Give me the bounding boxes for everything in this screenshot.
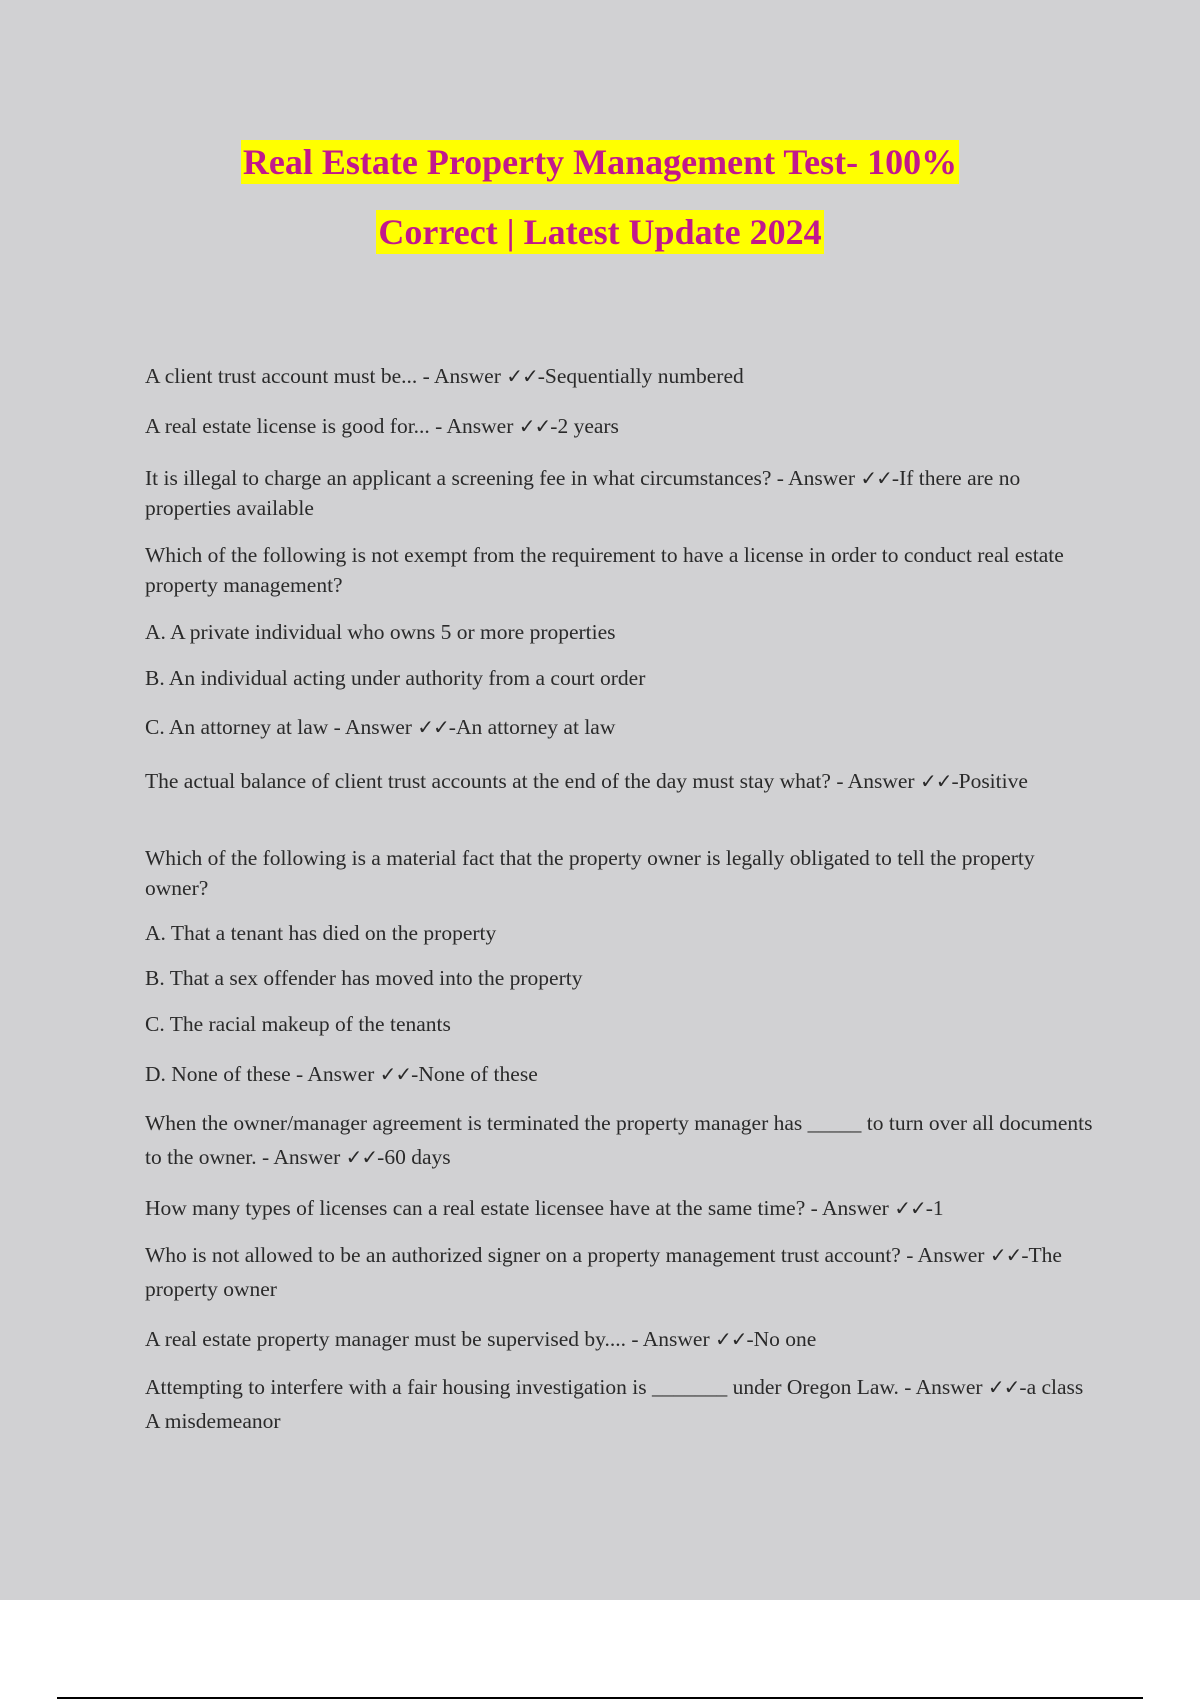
check-icon: ✓✓ bbox=[919, 769, 952, 793]
check-icon: ✓✓ bbox=[417, 715, 449, 739]
qa-item: It is illegal to charge an applicant a screening fee in what circumstances? - Answer ✓✓-If there are no properties available bbox=[145, 466, 1021, 520]
qa-item: Who is not allowed to be an authorized signer on a property management trust account? - Answer ✓✓-The property owner bbox=[145, 1243, 1062, 1301]
qa-item: When the owner/manager agreement is terminated the property manager has _____ to turn over all documents to the owner. - Answer ✓✓-60 days bbox=[145, 1111, 1093, 1169]
qa-item: A real estate property manager must be supervised by.... - Answer ✓✓-No one bbox=[145, 1327, 817, 1351]
page-divider bbox=[57, 1697, 1143, 1699]
title-line-2: Correct | Latest Update 2024 bbox=[378, 212, 822, 252]
qa-option: A. A private individual who owns 5 or more properties bbox=[145, 620, 616, 644]
check-icon: ✓✓ bbox=[714, 1327, 747, 1351]
qa-item: Attempting to interfere with a fair housing investigation is _______ under Oregon Law. - Answer ✓✓-a class A misdemeanor bbox=[145, 1375, 1084, 1433]
qa-option: B. That a sex offender has moved into the property bbox=[145, 966, 583, 990]
qa-option: A. That a tenant has died on the property bbox=[145, 921, 497, 945]
title-line-1: Real Estate Property Management Test- 100% bbox=[242, 142, 958, 182]
qa-option: B. An individual acting under authority from a court order bbox=[145, 666, 646, 690]
check-icon: ✓✓ bbox=[987, 1375, 1020, 1399]
qa-option: C. The racial makeup of the tenants bbox=[145, 1012, 451, 1036]
qa-item: How many types of licenses can a real estate licensee have at the same time? - Answer ✓✓-1 bbox=[145, 1196, 944, 1220]
qa-item: A client trust account must be... - Answer ✓✓-Sequentially numbered bbox=[145, 364, 744, 388]
check-icon: ✓✓ bbox=[989, 1243, 1022, 1267]
check-icon: ✓✓ bbox=[518, 414, 551, 438]
check-icon: ✓✓ bbox=[506, 364, 538, 388]
qa-item: D. None of these - Answer ✓✓-None of these bbox=[145, 1062, 538, 1086]
check-icon: ✓✓ bbox=[860, 466, 892, 490]
check-icon: ✓✓ bbox=[894, 1196, 926, 1220]
check-icon: ✓✓ bbox=[345, 1145, 378, 1169]
qa-item: A real estate license is good for... - Answer ✓✓-2 years bbox=[145, 414, 619, 438]
qa-question: Which of the following is a material fact that the property owner is legally obligated to tell the property owner? bbox=[145, 846, 1035, 900]
qa-item: C. An attorney at law - Answer ✓✓-An attorney at law bbox=[145, 715, 616, 739]
check-icon: ✓✓ bbox=[379, 1062, 412, 1086]
qa-item: The actual balance of client trust accounts at the end of the day must stay what? - Answer ✓✓-Positive bbox=[145, 769, 1028, 793]
qa-question: Which of the following is not exempt from the requirement to have a license in order to conduct real estate property management? bbox=[145, 543, 1064, 597]
